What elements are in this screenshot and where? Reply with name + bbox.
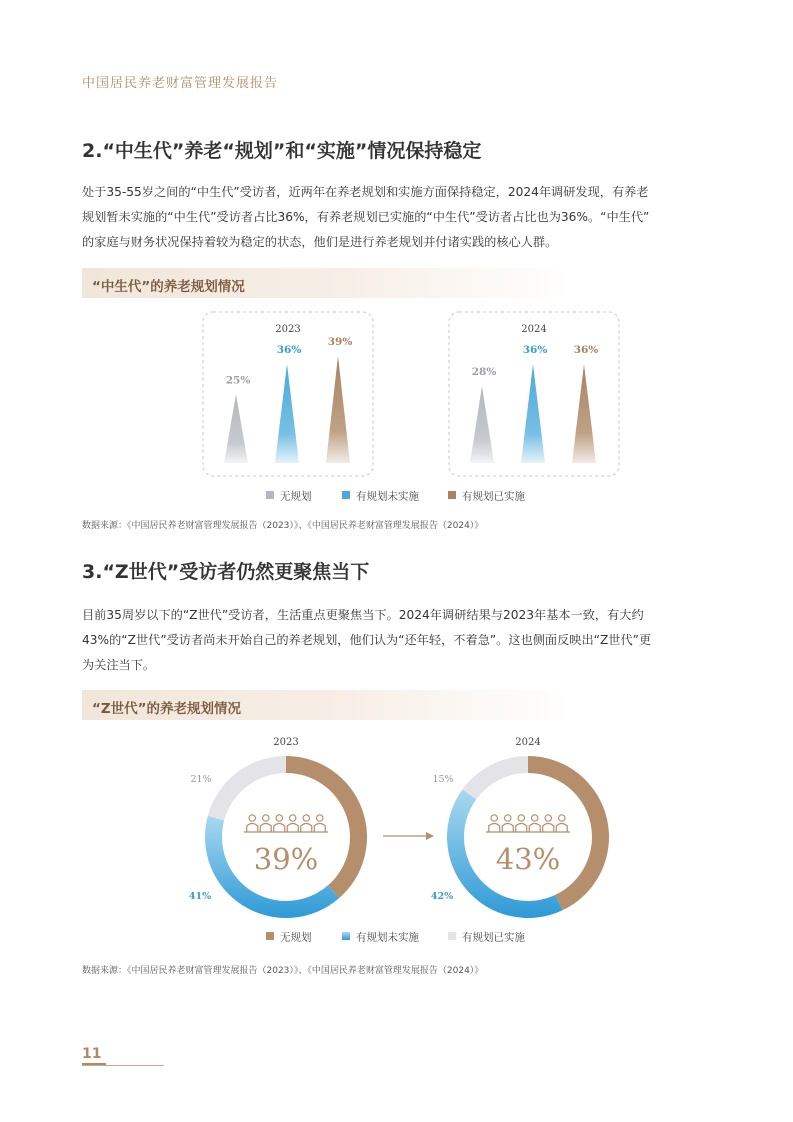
legend-label: 有规划未实施 xyxy=(356,490,419,503)
legend-swatch xyxy=(448,932,456,940)
person-icon-body xyxy=(502,824,513,833)
page-number: 11 xyxy=(82,1046,102,1062)
person-icon xyxy=(491,815,497,821)
person-icon-body xyxy=(543,824,554,833)
donut-year-label: 2024 xyxy=(515,737,541,748)
donut-label-planned: 42% xyxy=(430,891,454,902)
para-line: 为关注当下。 xyxy=(82,658,156,672)
person-icon-body xyxy=(287,824,298,833)
person-icon xyxy=(276,815,282,821)
person-icon-body xyxy=(301,824,312,833)
person-icon xyxy=(290,815,296,821)
person-icon-body xyxy=(260,824,271,833)
para-line: 处于35-55岁之间的“中生代”受访者，近两年在养老规划和实施方面保持稳定，2024年调研发现，有养老 xyxy=(82,185,649,199)
person-icon xyxy=(317,815,323,821)
person-icon xyxy=(263,815,269,821)
section-2-title: 2.“中生代”养老“规划”和“实施”情况保持稳定 xyxy=(82,140,482,162)
donut-label-implemented: 15% xyxy=(432,774,454,785)
legend-swatch xyxy=(342,932,350,940)
legend-label: 无规划 xyxy=(280,490,312,503)
person-icon-body xyxy=(529,824,540,833)
cone-value-label: 36% xyxy=(276,344,302,357)
panel-year-label: 2023 xyxy=(275,324,301,335)
para-line: 的家庭与财务状况保持着较为稳定的状态，他们是进行养老规划并付诸实践的核心人群。 xyxy=(82,235,558,249)
donut-label-planned: 41% xyxy=(188,891,212,902)
chart-1-title: “中生代”的养老规划情况 xyxy=(92,279,245,295)
person-icon xyxy=(518,815,524,821)
donut-segment xyxy=(462,756,528,799)
chart-2-title: “Z世代”的养老规划情况 xyxy=(92,701,242,717)
legend-label: 有规划已实施 xyxy=(462,931,525,944)
legend-label: 有规划已实施 xyxy=(462,490,525,503)
person-icon xyxy=(545,815,551,821)
legend-swatch xyxy=(266,932,274,940)
chart-1-source: 数据来源：《中国居民养老财富管理发展报告（2023）》、《中国居民养老财富管理发展报告（2024）》 xyxy=(82,521,484,531)
arrow-head-icon xyxy=(426,832,434,840)
cone-value-label: 36% xyxy=(573,344,599,357)
person-icon-body xyxy=(274,824,285,833)
person-icon-body xyxy=(556,824,567,833)
donut-label-implemented: 21% xyxy=(190,774,212,785)
donut-center-value: 39% xyxy=(253,842,319,876)
person-icon-body xyxy=(516,824,527,833)
legend-label: 无规划 xyxy=(280,931,312,944)
donut-center-value: 43% xyxy=(495,842,561,876)
page-rule xyxy=(82,1065,164,1066)
para-line: 规划暂未实施的“中生代”受访者占比36%，有养老规划已实施的“中生代”受访者占比也为36%。“中生代” xyxy=(82,210,650,224)
person-icon xyxy=(303,815,309,821)
person-icon-body xyxy=(314,824,325,833)
para-line: 43%的“Z世代”受访者尚未开始自己的养老规划，他们认为“还年轻，不着急”。这也侧面反映出“Z世代”更 xyxy=(82,633,652,647)
person-icon-body xyxy=(247,824,258,833)
donut-year-label: 2023 xyxy=(273,737,299,748)
cone-value-label: 25% xyxy=(225,374,251,387)
donut-segment xyxy=(528,756,609,910)
person-icon xyxy=(532,815,538,821)
legend-label: 有规划未实施 xyxy=(356,931,419,944)
para-line: 目前35周岁以下的“Z世代”受访者，生活重点更聚焦当下。2024年调研结果与2023年基本一致，有大约 xyxy=(82,608,644,622)
person-icon-body xyxy=(489,824,500,833)
person-icon xyxy=(559,815,565,821)
report-header-title: 中国居民养老财富管理发展报告 xyxy=(82,76,279,91)
page-rule-accent xyxy=(82,1063,106,1065)
person-icon xyxy=(505,815,511,821)
cone-value-label: 39% xyxy=(327,336,353,348)
cone-value-label: 36% xyxy=(522,344,548,357)
chart-2-source: 数据来源：《中国居民养老财富管理发展报告（2023）》、《中国居民养老财富管理发展报告（2024）》 xyxy=(82,966,484,976)
donut-segment xyxy=(208,756,286,820)
cone-value-label: 28% xyxy=(471,366,497,379)
panel-year-label: 2024 xyxy=(521,324,547,335)
section-3-title: 3.“Z世代”受访者仍然更聚焦当下 xyxy=(82,561,370,583)
person-icon xyxy=(249,815,255,821)
